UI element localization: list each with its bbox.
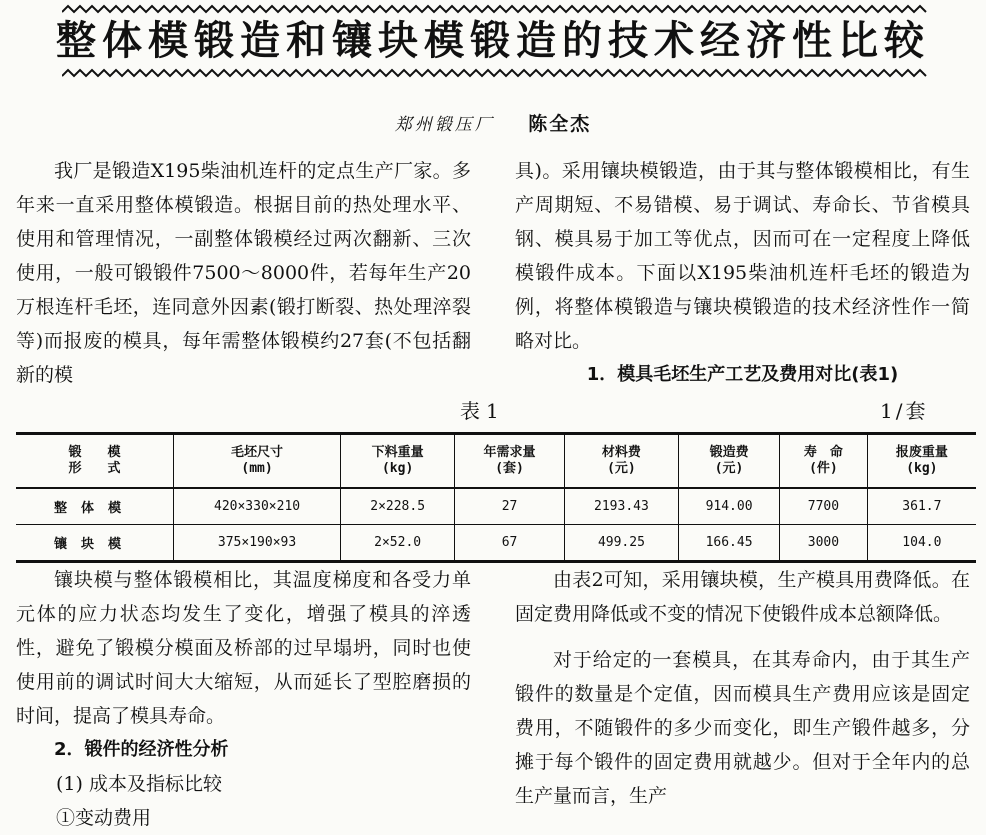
header-life: 寿 命 (件): [780, 434, 868, 488]
table-cell: 361.7: [867, 488, 976, 525]
table-cell: 3000: [780, 525, 868, 562]
comparison-table: [16, 432, 976, 563]
table-cell: 420×330×210: [174, 488, 341, 525]
table-cell: 7700: [780, 488, 868, 525]
table-cell: 375×190×93: [174, 525, 341, 562]
table-cell: 2×228.5: [341, 488, 455, 525]
table-cell: 2×52.0: [341, 525, 455, 562]
left-column-bottom: [16, 563, 471, 835]
table-cell: 整体模: [16, 488, 174, 525]
left-column-top: [16, 154, 471, 392]
table-unit: 1/套: [880, 399, 929, 423]
table-header-row: [16, 434, 976, 488]
affiliation: 郑州锻压厂: [394, 115, 495, 135]
section-1-heading: 1．模具毛坯生产工艺及费用对比(表1): [586, 364, 899, 385]
intro-paragraph: 我厂是锻造X195柴油机连杆的定点生产厂家。多年来一直采用整体模锻造。根据目前的热处理水平、使用和管理情况，一副整体锻模经过两次翻新、三次使用，一般可锻锻件7500～8000件，若每年生产20万根连杆毛坯，连同意外因素(锻打断裂、热处理淬裂等)而报废的模具，每年需整体锻模约27套(不包括翻新的模: [16, 160, 471, 386]
insert-die-paragraph: 镶块模与整体锻模相比，其温度梯度和各受力单元体的应力状态均发生了变化，增强了模具的淬透性，避免了锻模分模面及桥部的过早塌坍，同时也使使用前的调试时间大大缩短，从而延长了型腔磨损的时间，提高了模具寿命。: [16, 569, 471, 727]
table2-paragraph: 由表2可知，采用镶块模，生产模具用费降低。在固定费用降低或不变的情况下使锻件成本总额降低。: [515, 569, 970, 625]
table-cell: 镶块模: [16, 525, 174, 562]
section-2-heading: 2．锻件的经济性分析: [54, 739, 229, 760]
table-cell: 67: [455, 525, 565, 562]
table-cell: 2193.43: [564, 488, 678, 525]
header-blank-size: 毛坯尺寸 (mm): [174, 434, 341, 488]
title-bottom-border: [62, 68, 930, 78]
comparison-paragraph: 具)。采用镶块模锻造，由于其与整体锻模相比，有生产周期短、不易错模、易于调试、寿命长、节省模具钢、模具易于加工等优点，因而可在一定程度上降低模锻件成本。下面以X195柴油机连杆毛坯的锻造为例，将整体模锻造与镶块模锻造的技术经济性作一简略对比。: [515, 160, 970, 352]
table-cell: 166.45: [679, 525, 780, 562]
title-top-border: [62, 4, 930, 14]
header-annual-demand: 年需求量 (套): [455, 434, 565, 488]
header-cut-weight: 下料重量 (kg): [341, 434, 455, 488]
right-column-bottom: [515, 563, 970, 813]
byline: [0, 112, 986, 137]
table-caption: 表1: [460, 399, 505, 423]
subsection-variable-cost: ①变动费用: [56, 807, 152, 829]
article-title: 整体模锻造和镶块模锻造的技术经济性比较: [56, 18, 930, 64]
table-cell: 914.00: [679, 488, 780, 525]
table-cell: 499.25: [564, 525, 678, 562]
table-row: [16, 488, 976, 525]
header-forging-cost: 锻造费 (元): [679, 434, 780, 488]
author: 陈全杰: [528, 113, 592, 135]
subsection-1-heading: (1) 成本及指标比较: [56, 773, 222, 795]
header-die-type: 锻 模 形 式: [16, 434, 174, 488]
header-material-cost: 材料费 (元): [564, 434, 678, 488]
right-column-top: [515, 154, 970, 392]
table-cell: 27: [455, 488, 565, 525]
table-row: [16, 525, 976, 562]
fixed-cost-paragraph: 对于给定的一套模具，在其寿命内，由于其生产锻件的数量是个定值，因而模具生产费用应该是固定费用，不随锻件的多少而变化，即生产锻件越多，分摊于每个锻件的固定费用就越少。但对于全年内的总生产量而言，生产: [515, 649, 970, 807]
header-scrap-weight: 报废重量 (kg): [867, 434, 976, 488]
table-cell: 104.0: [867, 525, 976, 562]
